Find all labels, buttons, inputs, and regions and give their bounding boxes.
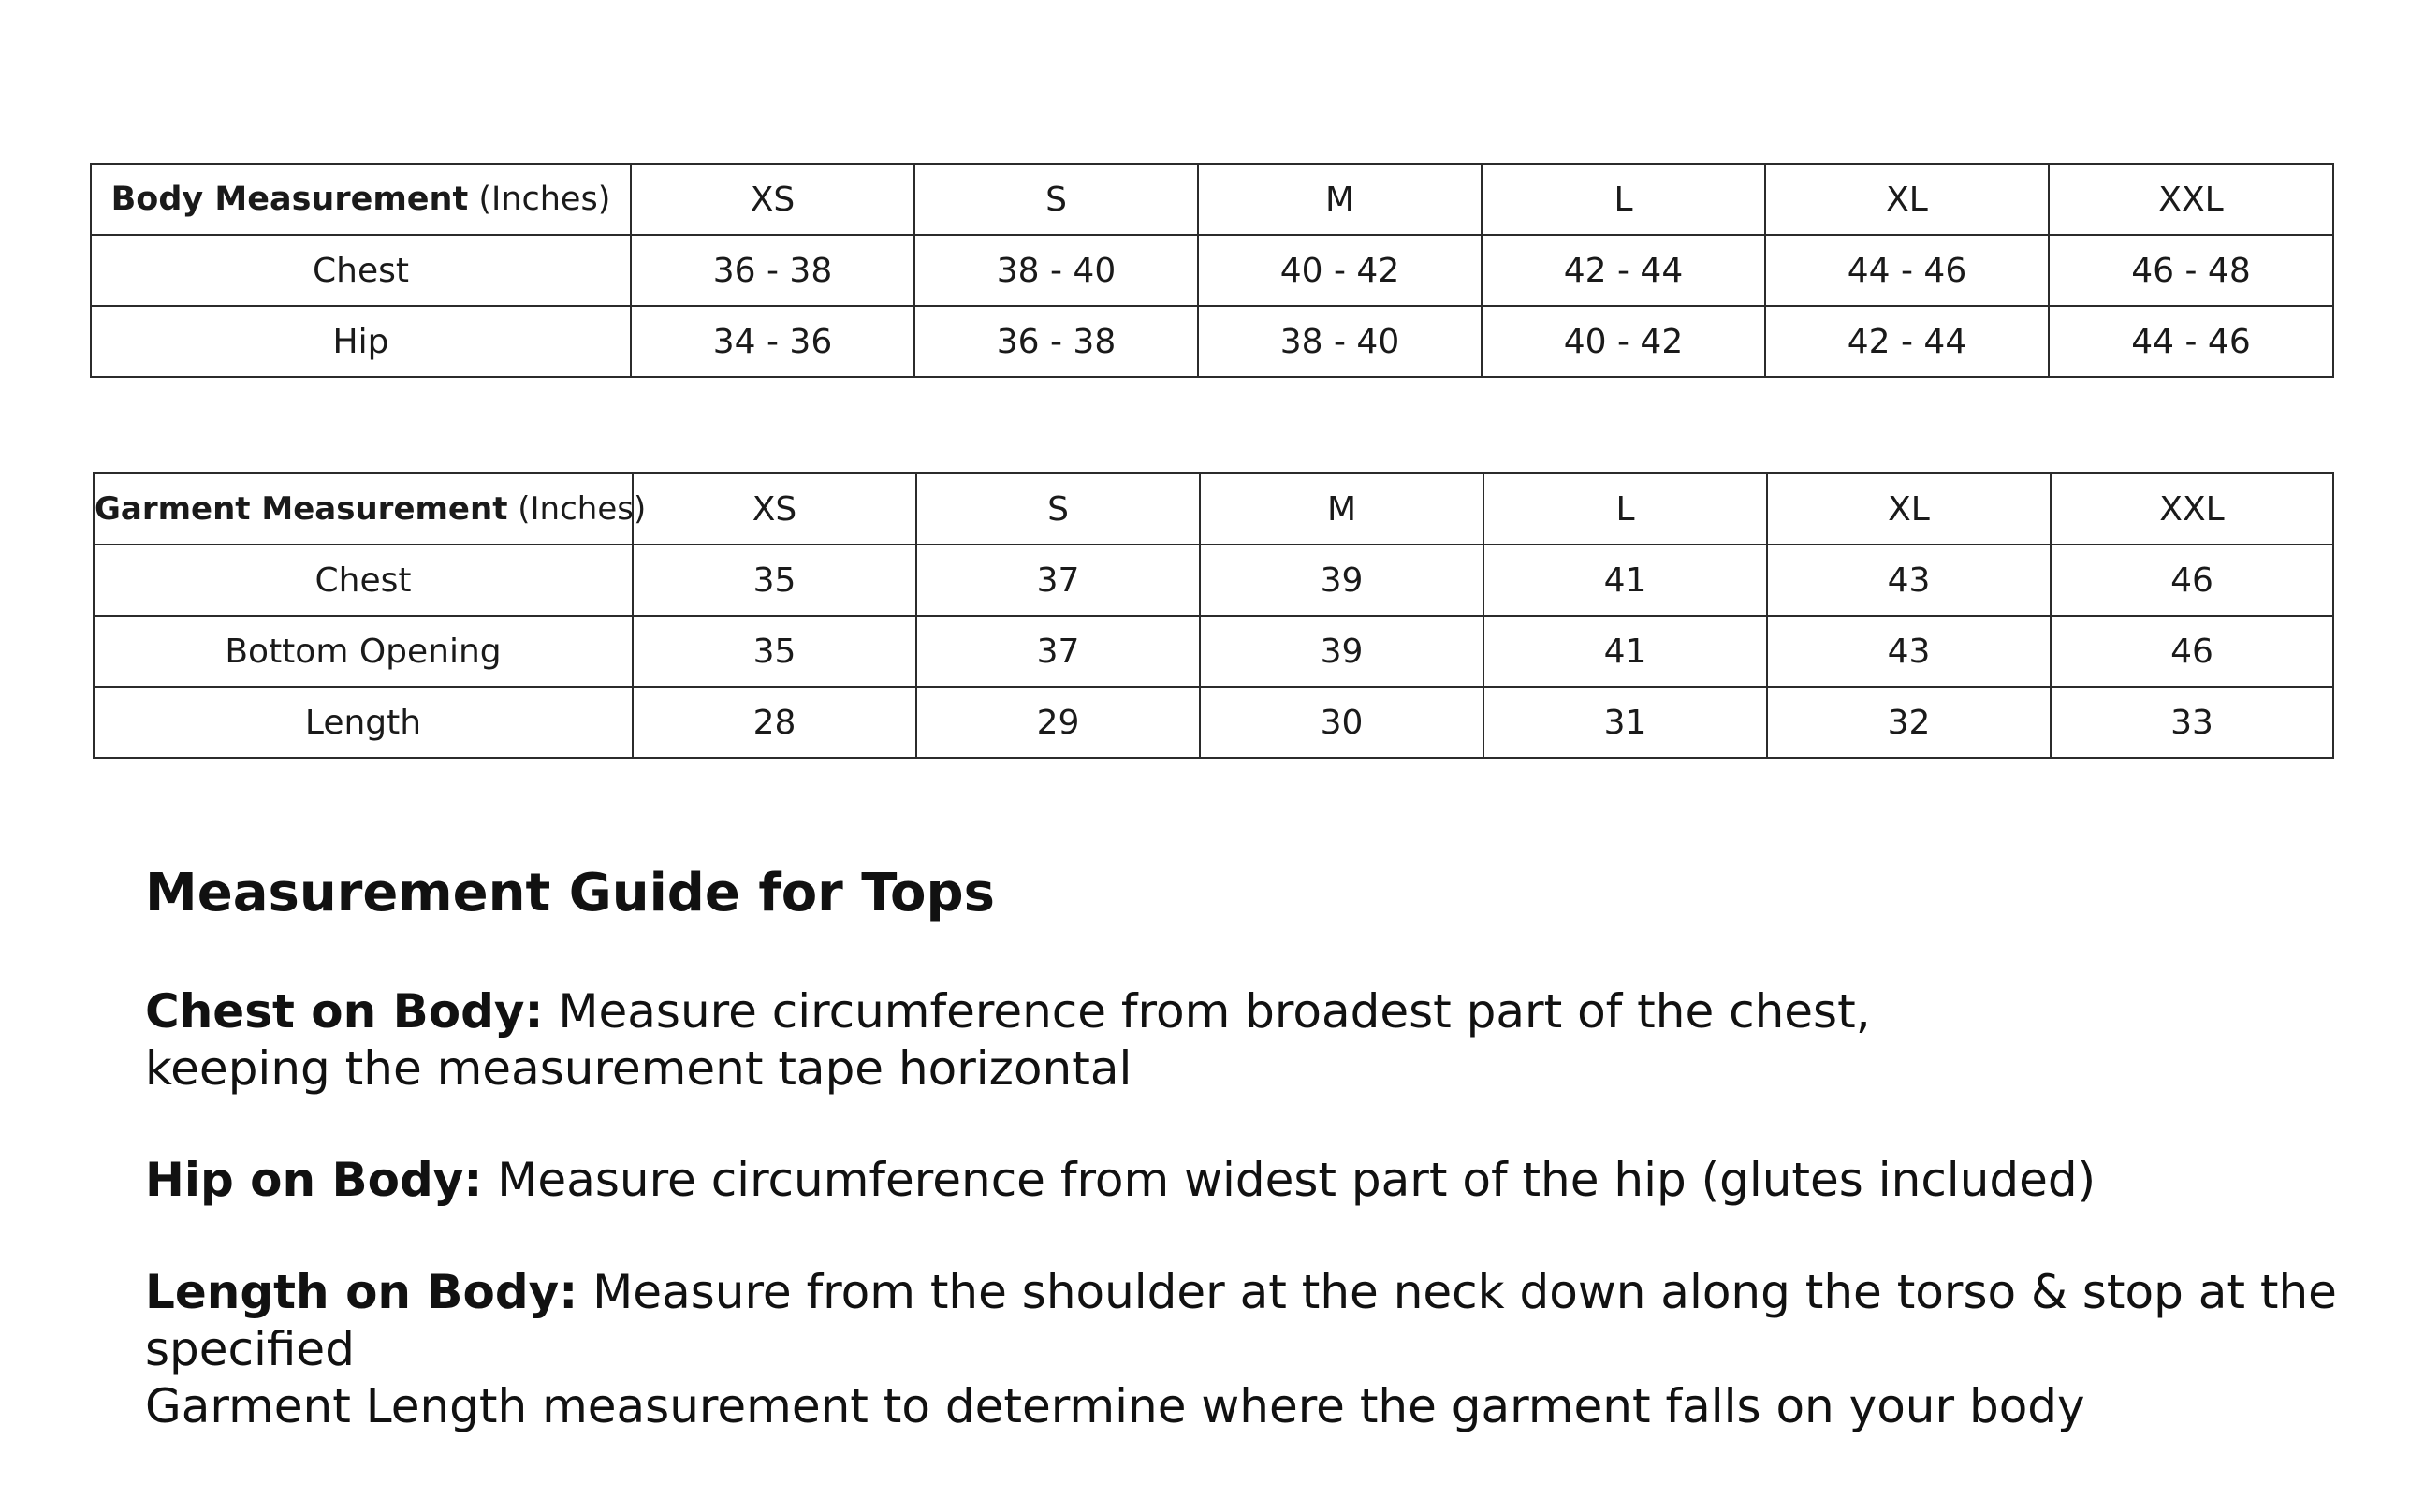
size-header: XS <box>633 473 916 545</box>
table-row <box>94 545 2333 616</box>
table-cell: 46 - 48 <box>2049 235 2333 306</box>
header-label-bold: Garment Measurement <box>95 490 508 528</box>
table-cell: 43 <box>1767 616 2051 687</box>
table-cell: 39 <box>1200 545 1483 616</box>
table-cell: 38 - 40 <box>1198 306 1482 377</box>
row-label: Bottom Opening <box>94 616 633 687</box>
table-cell: 37 <box>916 616 1200 687</box>
size-header: S <box>916 473 1200 545</box>
header-label-unit: (Inches) <box>518 490 647 528</box>
table-cell: 38 - 40 <box>914 235 1198 306</box>
table-row <box>94 687 2333 758</box>
guide-chest-term: Chest on Body: <box>145 984 544 1039</box>
table-cell: 30 <box>1200 687 1483 758</box>
table-cell: 44 - 46 <box>1765 235 2049 306</box>
table-cell: 35 <box>633 545 916 616</box>
size-header: S <box>914 164 1198 235</box>
table-cell: 41 <box>1483 545 1767 616</box>
table-cell: 28 <box>633 687 916 758</box>
table-cell: 40 - 42 <box>1482 306 1765 377</box>
guide-hip-text: Measure circumference from widest part of the hip (glutes included) <box>497 1153 2096 1207</box>
table-cell: 29 <box>916 687 1200 758</box>
table-cell: 36 - 38 <box>631 235 914 306</box>
guide-chest-line-2: keeping the measurement tape horizontal <box>145 1041 1132 1096</box>
size-header: XL <box>1765 164 2049 235</box>
table-cell: 41 <box>1483 616 1767 687</box>
table-row <box>91 306 2333 377</box>
table-header-row <box>94 473 2333 545</box>
header-label-unit: (Inches) <box>478 181 611 218</box>
guide-title: Measurement Guide for Tops <box>145 863 995 923</box>
table-cell: 46 <box>2051 616 2333 687</box>
guide-hip-term: Hip on Body: <box>145 1153 483 1207</box>
row-label: Hip <box>91 306 631 377</box>
guide-length-paragraph <box>145 1264 2410 1435</box>
guide-length-text: Measure from the shoulder at the neck down along the torso & stop at the specified <box>145 1265 2337 1376</box>
table-cell: 37 <box>916 545 1200 616</box>
table-cell: 44 - 46 <box>2049 306 2333 377</box>
table-cell: 42 - 44 <box>1482 235 1765 306</box>
row-label: Length <box>94 687 633 758</box>
table-row <box>94 616 2333 687</box>
garment-measurement-table <box>93 472 2334 759</box>
size-header: L <box>1483 473 1767 545</box>
table-cell: 31 <box>1483 687 1767 758</box>
guide-length-line-1 <box>145 1264 2410 1378</box>
header-label-bold: Body Measurement <box>110 181 469 218</box>
guide-hip-line <box>145 1152 2096 1209</box>
table-cell: 33 <box>2051 687 2333 758</box>
size-header: XS <box>631 164 914 235</box>
table-header-label <box>91 164 631 235</box>
row-label: Chest <box>91 235 631 306</box>
table-cell: 34 - 36 <box>631 306 914 377</box>
size-header: XL <box>1767 473 2051 545</box>
guide-chest-paragraph <box>145 983 1871 1098</box>
body-measurement-table <box>90 163 2334 378</box>
guide-chest-line-1 <box>145 983 1871 1040</box>
table-cell: 32 <box>1767 687 2051 758</box>
size-header: XXL <box>2051 473 2333 545</box>
guide-length-line-2: Garment Length measurement to determine where the garment falls on your body <box>145 1379 2085 1433</box>
guide-chest-text: Measure circumference from broadest part of the chest, <box>558 984 1871 1039</box>
table-cell: 43 <box>1767 545 2051 616</box>
size-header: M <box>1198 164 1482 235</box>
size-header: L <box>1482 164 1765 235</box>
guide-hip-paragraph <box>145 1152 2096 1209</box>
size-header: M <box>1200 473 1483 545</box>
table-cell: 42 - 44 <box>1765 306 2049 377</box>
table-cell: 46 <box>2051 545 2333 616</box>
table-cell: 40 - 42 <box>1198 235 1482 306</box>
table-cell: 35 <box>633 616 916 687</box>
table-header-row <box>91 164 2333 235</box>
size-header: XXL <box>2049 164 2333 235</box>
guide-length-term: Length on Body: <box>145 1265 578 1319</box>
table-cell: 39 <box>1200 616 1483 687</box>
table-row <box>91 235 2333 306</box>
table-header-label <box>94 473 647 545</box>
table-cell: 36 - 38 <box>914 306 1198 377</box>
row-label: Chest <box>94 545 633 616</box>
